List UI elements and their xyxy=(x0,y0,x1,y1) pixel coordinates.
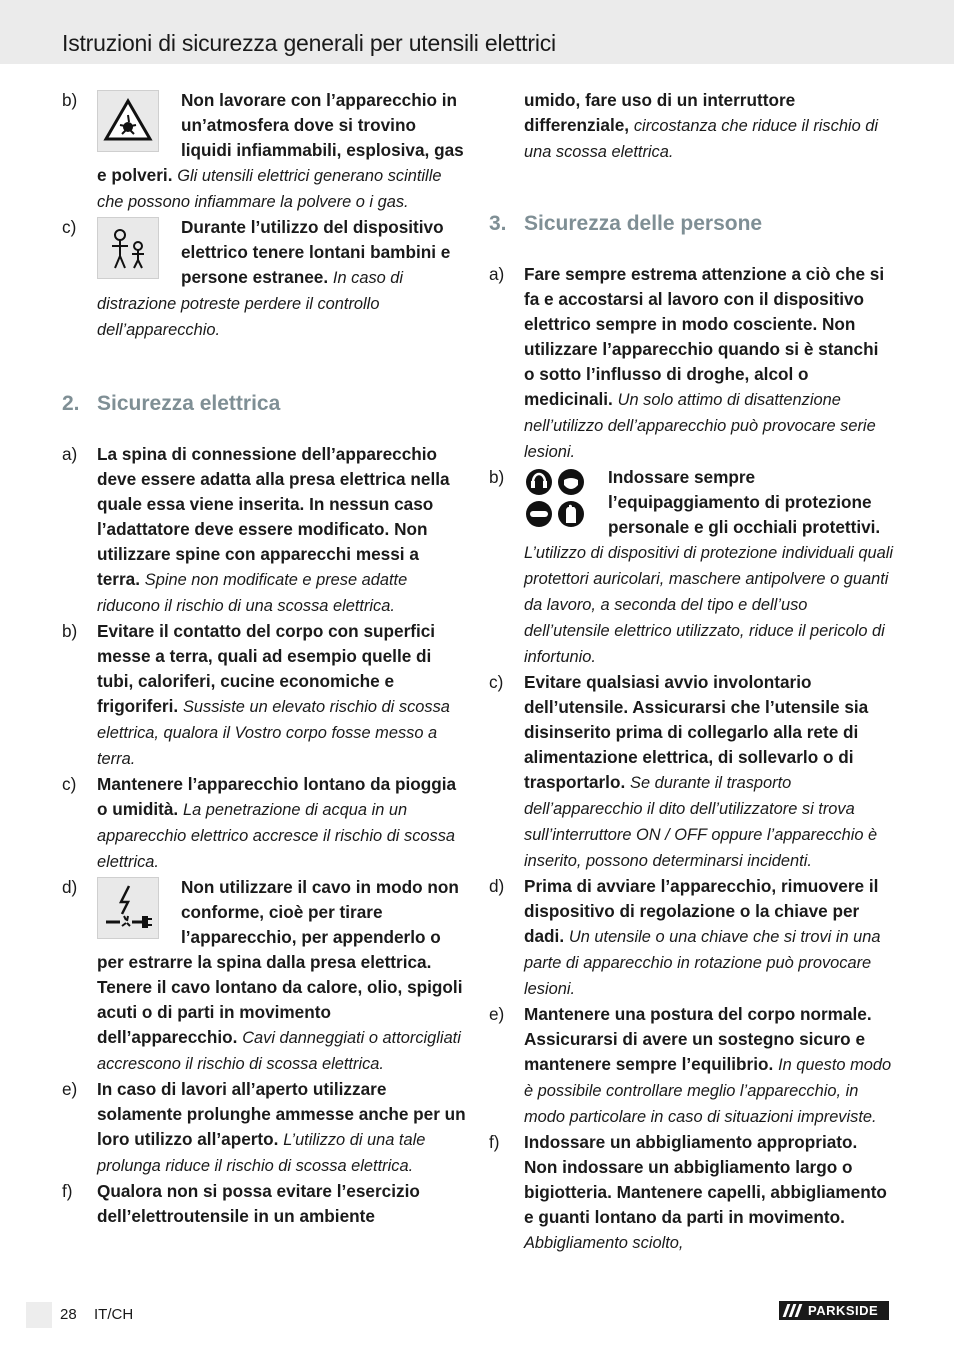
item-warning-text: La spina di connessione dell’apparecchio deve essere adatta alla presa elettrica nella quale essa viene inserita. In nessun caso l’adattatore deve essere modificato. Non utilizzare spine con apparecchi messi a terra. xyxy=(97,444,450,589)
item-2d-cable xyxy=(62,875,466,1077)
brand-stripes-icon xyxy=(785,1304,800,1317)
item-label: b) xyxy=(489,467,505,487)
item-label: a) xyxy=(489,264,505,284)
brand-logo xyxy=(779,1301,889,1320)
item-2b-grounded xyxy=(62,619,466,772)
section-number: 3. xyxy=(489,212,507,235)
explosion-warning-icon xyxy=(97,90,159,152)
left-column xyxy=(62,88,466,1229)
item-warning-text: umido, fare uso di un interruttore differenziale, xyxy=(524,90,796,135)
page-number: 28 xyxy=(60,1306,77,1323)
item-explanation-text: Gli utensili elettrici generano scintille che possono infiammare la polvere o i gas. xyxy=(97,167,442,211)
section-title: Sicurezza elettrica xyxy=(97,392,281,415)
item-warning-text: Evitare il contatto del corpo con superfici messe a terra, quali ad esempio quelle di tubi, caloriferi, cucine economiche e frigoriferi. xyxy=(97,621,436,716)
section-heading xyxy=(489,211,893,237)
item-b-explosive xyxy=(62,88,466,215)
item-label: b) xyxy=(62,90,78,110)
item-warning-text: Evitare qualsiasi avvio involontario dell’utensile. Assicurarsi che l’utensile sia disinserito prima di collegarlo alla rete di alimentazione elettrica, di sollevarlo o di trasportarlo. xyxy=(524,672,869,792)
footer-marker xyxy=(26,1302,52,1328)
item-label: b) xyxy=(62,621,78,641)
item-label: f) xyxy=(489,1132,500,1152)
section-heading xyxy=(62,391,466,417)
item-3e-posture xyxy=(489,1002,893,1130)
item-explanation-text: In questo modo è possibile controllare meglio l’apparecchio, in modo particolare in caso di situazioni impreviste. xyxy=(524,1056,892,1126)
item-explanation-text: Abbigliamento sciolto, xyxy=(524,1234,684,1252)
item-warning-text: Fare sempre estrema attenzione a ciò che si fa e accostarsi al lavoro con il dispositivo elettrico sempre in modo cosciente. Non utilizzare l’apparecchio quando si è stanchi o sotto l’influsso di droghe, alcol o medicinali. xyxy=(524,264,885,409)
brand-name: PARKSIDE xyxy=(808,1303,879,1318)
item-3a-attention xyxy=(489,262,893,465)
item-warning-text: In caso di lavori all’aperto utilizzare solamente prolunghe ammesse anche per un loro utilizzo all’aperto. xyxy=(97,1079,466,1149)
eye-protection-icon xyxy=(526,501,552,527)
item-explanation-text: Un solo attimo di disattenzione nell’utilizzo dell’apparecchio può provocare serie lesioni. xyxy=(524,391,876,461)
item-label: d) xyxy=(62,877,78,897)
item-3b-ppe xyxy=(489,465,893,670)
locale-code: IT/CH xyxy=(94,1306,134,1323)
item-2f-continued xyxy=(489,88,893,165)
item-3c-startup xyxy=(489,670,893,874)
item-explanation-text: In caso di distrazione potreste perdere il controllo dell’apparecchio. xyxy=(97,269,404,339)
item-explanation-text: circostanza che riduce il rischio di una scossa elettrica. xyxy=(524,117,878,161)
item-warning-text: Prima di avviare l’apparecchio, rimuovere il dispositivo di regolazione o la chiave per dadi. xyxy=(524,876,879,946)
dust-mask-icon xyxy=(558,469,584,495)
section-title: Sicurezza delle persone xyxy=(524,212,763,235)
item-label: e) xyxy=(489,1004,505,1024)
gloves-icon xyxy=(558,501,584,527)
item-3f-clothing xyxy=(489,1130,893,1256)
item-c-children xyxy=(62,215,466,343)
item-explanation-text: Cavi danneggiati o attorcigliati accrescono il rischio di scossa elettrica. xyxy=(97,1029,461,1073)
item-3d-key xyxy=(489,874,893,1002)
item-label: c) xyxy=(489,672,504,692)
item-explanation-text: Un utensile o una chiave che si trovi in una parte di apparecchio in rotazione può provocare lesioni. xyxy=(524,928,881,998)
right-column xyxy=(489,88,893,1256)
item-2c-rain xyxy=(62,772,466,875)
item-explanation-text: L’utilizzo di dispositivi di protezione individuali quali protettori auricolari, maschere antipolvere o guanti da lavoro, a seconda del tipo e dell’uso dell’utensile elettrico utilizzato, riduce il pericolo di infortunio. xyxy=(524,544,893,666)
keep-children-away-icon xyxy=(97,217,159,279)
item-explanation-text: Se durante il trasporto dell’apparecchio il dito dell’utilizzatore si trova sull’interruttore ON / OFF oppure l’apparecchio è inserito, possono determinarsi incidenti. xyxy=(524,774,878,870)
item-warning-text: Mantenere una postura del corpo normale. Assicurarsi di avere un sostegno sicuro e mantenere sempre l’equilibrio. xyxy=(524,1004,872,1074)
ppe-icons xyxy=(524,467,586,529)
item-explanation-text: La penetrazione di acqua in un apparecchio elettrico accresce il rischio di scossa elettrica. xyxy=(97,801,456,871)
item-warning-text: Non utilizzare il cavo in modo non conforme, cioè per tirare l’apparecchio, per appenderlo o per estrarre la spina dalla presa elettrica. Tenere il cavo lontano da calore, olio, spigoli acuti o di parti in movimento dell’apparecchio. xyxy=(97,877,463,1047)
item-explanation-text: L’utilizzo di una tale prolunga riduce il rischio di scossa elettrica. xyxy=(97,1131,426,1175)
item-label: e) xyxy=(62,1079,78,1099)
item-2a-plug xyxy=(62,442,466,619)
item-label: a) xyxy=(62,444,78,464)
item-warning-text: Non lavorare con l’apparecchio in un’atmosfera dove si trovino liquidi infiammabili, esplosiva, gas e polveri. xyxy=(97,90,464,185)
item-label: d) xyxy=(489,876,505,896)
section-number: 2. xyxy=(62,392,80,415)
item-warning-text: Indossare un abbigliamento appropriato. Non indossare un abbigliamento largo o bigiotteria. Mantenere capelli, abbigliamento e guanti lontano da parti in movimento. xyxy=(524,1132,887,1227)
item-2f-humid xyxy=(62,1179,466,1229)
item-2e-outdoor xyxy=(62,1077,466,1179)
item-label: f) xyxy=(62,1181,73,1201)
item-warning-text: Mantenere l’apparecchio lontano da pioggia o umidità. xyxy=(97,774,457,819)
item-warning-text: Qualora non si possa evitare l’esercizio dell’elettroutensile in un ambiente xyxy=(97,1181,420,1226)
item-label: c) xyxy=(62,217,77,237)
item-warning-text: Indossare sempre l’equipaggiamento di protezione personale e gli occhiali protettivi. xyxy=(608,467,881,537)
item-explanation-text: Sussiste un elevato rischio di scossa elettrica, qualora il Vostro corpo fosse messo a terra. xyxy=(97,698,450,768)
cable-damage-warning-icon xyxy=(97,877,159,939)
item-warning-text: Durante l’utilizzo del dispositivo elettrico tenere lontani bambini e persone estranee. xyxy=(181,217,451,287)
item-explanation-text: Spine non modificate e prese adatte riducono il rischio di una scossa elettrica. xyxy=(97,571,408,615)
item-label: c) xyxy=(62,774,77,794)
page-title: Istruzioni di sicurezza generali per utensili elettrici xyxy=(62,30,556,56)
ear-protection-icon xyxy=(526,469,552,495)
